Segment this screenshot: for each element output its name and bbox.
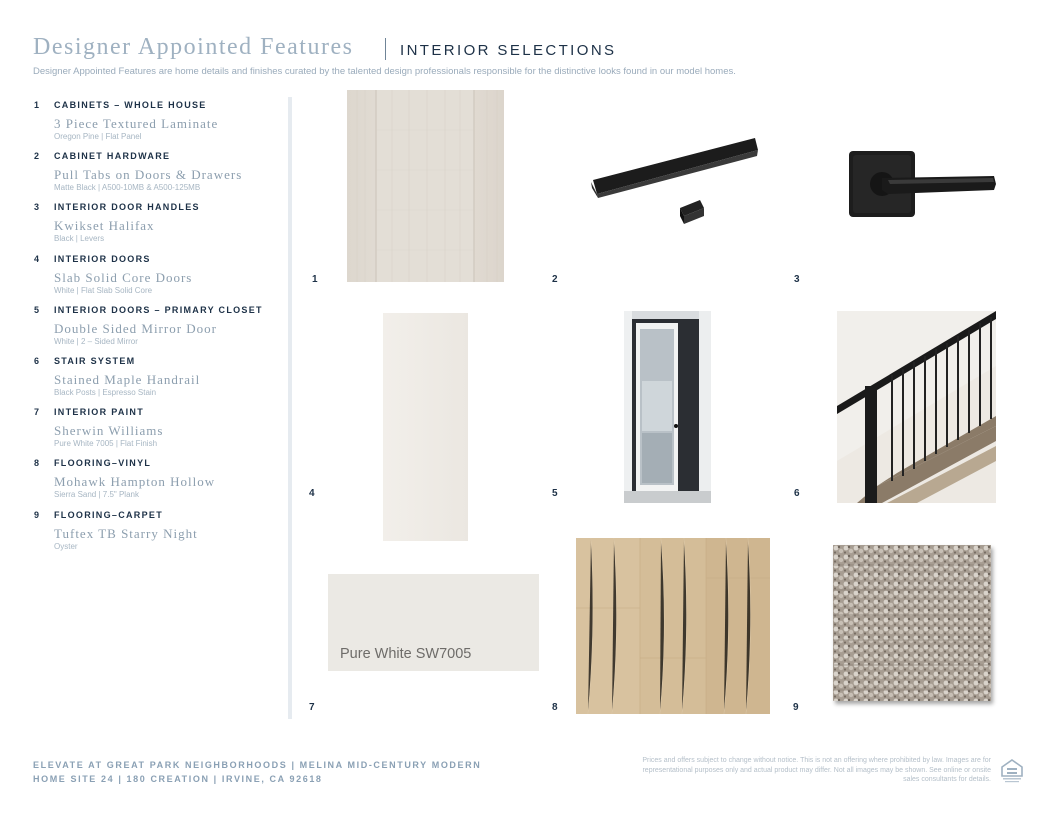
title-divider [385,38,386,60]
selection-number: 4 [34,253,40,264]
mirror-door-image [624,311,711,503]
selection-category: FLOORING–VINYL [54,458,152,469]
selection-category: CABINET HARDWARE [54,151,171,162]
selection-category: FLOORING–CARPET [54,509,164,520]
selection-item [34,202,284,253]
selection-number: 6 [34,355,40,366]
selection-product: Kwikset Halifax [54,218,155,234]
footer-address: HOME SITE 24 | 180 CREATION | IRVINE, CA 92618 [33,774,323,784]
vinyl-flooring-image [576,538,770,714]
selection-item [34,305,284,356]
cabinet-pull-tabs-image [585,130,765,230]
selection-number: 1 [34,100,40,110]
selection-detail: Black Posts | Espresso Stain [54,387,157,397]
door-lever-image [848,150,998,220]
selection-category: INTERIOR PAINT [54,407,145,418]
page-title: Designer Appointed Features [33,34,354,60]
selection-category: INTERIOR DOOR HANDLES [54,202,200,213]
selection-item [34,356,284,407]
selection-category: STAIR SYSTEM [54,355,136,366]
selection-product: Slab Solid Core Doors [54,269,193,285]
legal-disclaimer: Prices and offers subject to change without notice. This is not an offering where prohibited by law. Images are for representational purposes only and actual product may differ. Not all images may be shown. See online or onsite sales consultants for details. [642,757,991,783]
carpet-swatch-image [833,545,991,701]
selection-number: 7 [34,407,40,418]
cabinet-laminate-image [347,90,504,282]
figure-number: 1 [312,274,318,285]
selection-item [34,510,284,561]
selection-number: 3 [34,202,40,213]
equal-housing-icon [1001,759,1023,788]
selection-item [34,151,284,202]
selection-detail: Pure White 7005 | Flat Finish [54,439,158,449]
selection-detail: White | Flat Slab Solid Core [54,285,153,295]
selection-category: CABINETS – WHOLE HOUSE [54,100,207,110]
selection-category: INTERIOR DOORS – PRIMARY CLOSET [54,304,263,315]
selection-product: Pull Tabs on Doors & Drawers [54,167,243,183]
selection-detail: Oyster [54,541,78,551]
figure-number: 2 [552,274,558,285]
selection-item [34,254,284,305]
figure-number: 6 [794,488,800,499]
page-subtitle: INTERIOR SELECTIONS [400,42,617,59]
footer-community: ELEVATE AT GREAT PARK NEIGHBORHOODS | MELINA MID-CENTURY MODERN [33,760,482,770]
slab-door-image [383,313,468,541]
selection-list [34,100,284,561]
figure-number: 5 [552,488,558,499]
selection-detail: Matte Black | A500-10MB & A500-125MB [54,183,201,193]
selection-number: 9 [34,509,40,520]
paint-swatch [328,574,539,671]
selection-detail: Black | Levers [54,234,105,244]
stair-system-image [837,311,996,503]
figure-number: 3 [794,274,800,285]
figure-number: 8 [552,702,558,713]
selection-product: 3 Piece Textured Laminate [54,116,219,131]
selection-detail: Sierra Sand | 7.5" Plank [54,490,139,500]
selection-product: Sherwin Williams [54,423,164,439]
selection-product: Stained Maple Handrail [54,371,201,387]
selection-product: Mohawk Hampton Hollow [54,474,216,490]
selection-product: Double Sided Mirror Door [54,320,218,336]
selection-item [34,407,284,458]
selection-item [34,100,284,151]
selection-number: 5 [34,304,40,315]
selection-number: 8 [34,458,40,469]
paint-swatch-label: Pure White SW7005 [340,646,472,662]
selection-number: 2 [34,151,40,162]
figure-number: 4 [309,488,315,499]
page-description: Designer Appointed Features are home details and finishes curated by the talented design professionals responsible for the distinctive looks found in our model homes. [33,66,736,77]
figure-number: 7 [309,702,315,713]
selection-detail: Oregon Pine | Flat Panel [54,132,142,141]
selection-category: INTERIOR DOORS [54,253,151,264]
selection-item [34,458,284,509]
figure-number: 9 [793,702,799,713]
selection-detail: White | 2 – Sided Mirror [54,336,138,346]
column-divider [288,97,292,719]
selection-product: Tuftex TB Starry Night [54,525,198,541]
